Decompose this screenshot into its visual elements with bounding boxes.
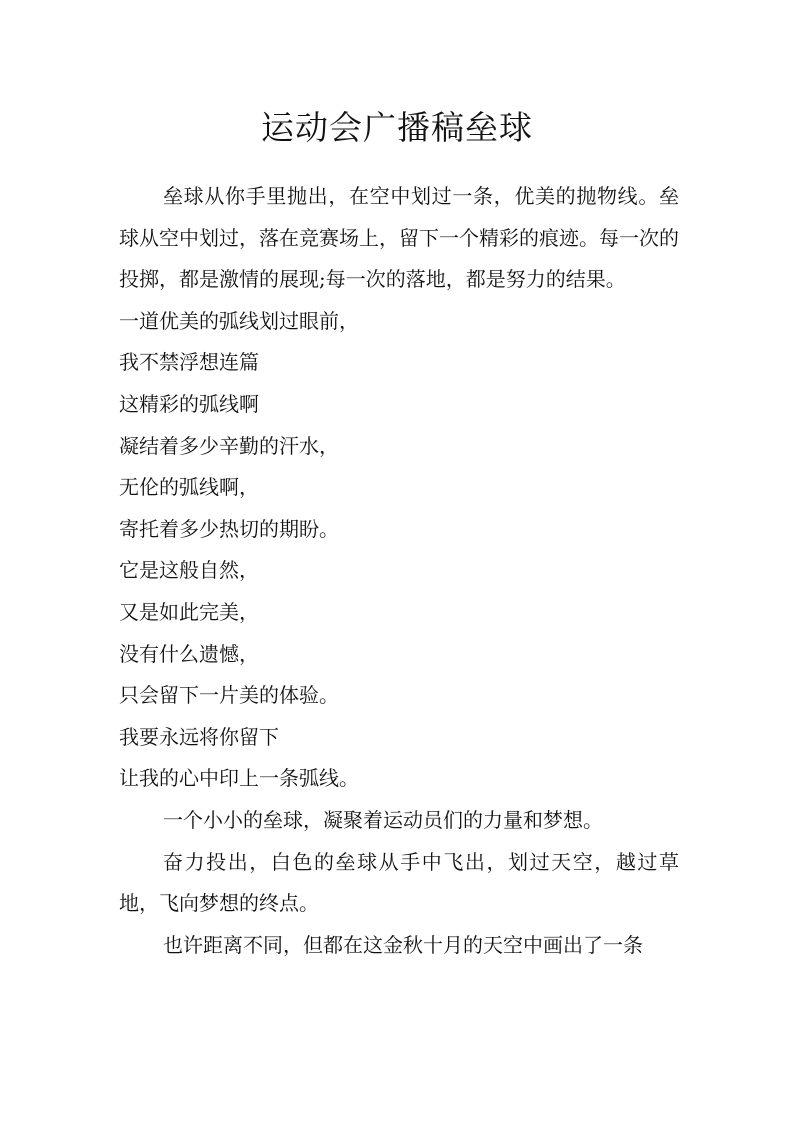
paragraph-3: 奋力投出，白色的垒球从手中飞出，划过天空，越过草地，飞向梦想的终点。 <box>119 849 679 916</box>
paragraph-2: 一个小小的垒球，凝聚着运动员们的力量和梦想。 <box>163 807 603 832</box>
poem-line: 又是如此完美， <box>119 599 259 624</box>
poem-line: 它是这般自然， <box>119 558 259 583</box>
poem-line: 只会留下一片美的体验。 <box>119 683 339 708</box>
poem-line: 寄托着多少热切的期盼。 <box>119 516 339 541</box>
poem-line: 没有什么遗憾， <box>119 641 259 666</box>
poem-line: 让我的心中印上一条弧线。 <box>119 766 359 791</box>
paragraph-4: 也许距离不同，但都在这金秋十月的天空中画出了一条 <box>163 932 643 957</box>
poem-line: 凝结着多少辛勤的汗水， <box>119 433 339 458</box>
poem-line: 这精彩的弧线啊 <box>119 391 259 416</box>
poem-line: 无伦的弧线啊， <box>119 475 259 500</box>
poem-line: 我不禁浮想连篇 <box>119 350 259 375</box>
document-body <box>119 176 679 966</box>
poem-line: 我要永远将你留下 <box>119 724 279 749</box>
document-title: 运动会广播稿垒球 <box>261 108 533 147</box>
poem-line: 一道优美的弧线划过眼前， <box>119 308 359 333</box>
paragraph-intro: 垒球从你手里抛出，在空中划过一条，优美的抛物线。垒球从空中划过，落在竞赛场上，留下一个精彩的痕迹。每一次的投掷，都是激情的展现;每一次的落地，都是努力的结果。 <box>119 184 679 292</box>
